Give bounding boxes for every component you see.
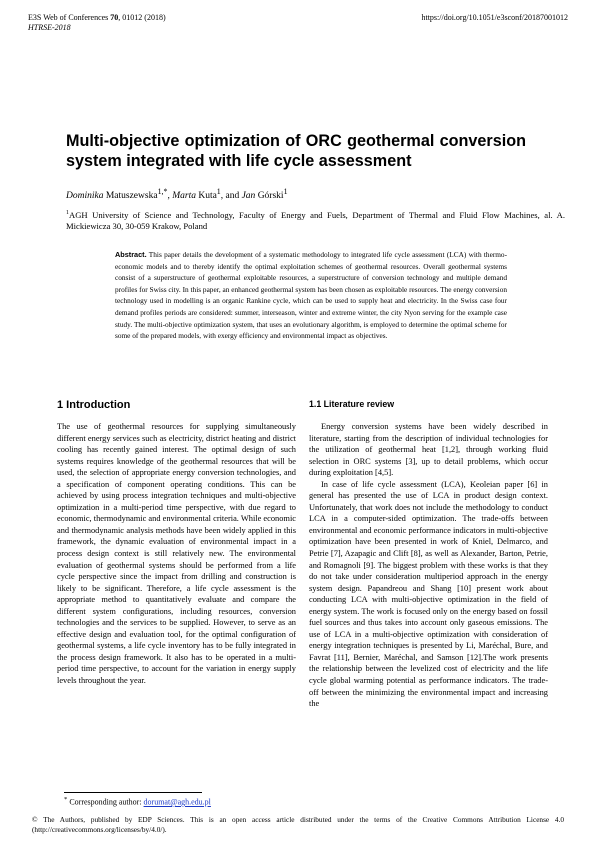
- abstract-label: Abstract.: [115, 250, 147, 259]
- author-list: [66, 186, 526, 202]
- section-heading-introduction: 1 Introduction: [57, 399, 131, 411]
- affiliation: [66, 208, 565, 232]
- conference-name: E3S Web of Conferences: [28, 13, 111, 22]
- footnote-label: Corresponding author:: [67, 797, 144, 807]
- literature-paragraph-1: Energy conversion systems have been widely described in literature, starting from the description of individual technologies for the utilization of geothermal heat [1,2], through working fluid selection in ORC systems [3], up to detail problems, which occur during exploitation [4,5].: [309, 422, 548, 478]
- author-2-first: Marta: [172, 191, 196, 202]
- author-sep-1: ,: [167, 191, 173, 202]
- literature-paragraph-2: In case of life cycle assessment (LCA), Keoleian paper [6] in general has presented the use of LCA in product design context. Unfortunately, that work does not include the methodology to conduct LCA in a computer-sided optimization. The trade-offs between environmental and economic performance indicators in multi-objective optimization have been presented in work of Kniel, Delmarco, and Petrie [7], Azapagic and Clift [8], as well as Alexander, Barton, Petrie, and Romagnoli [9]. The biggest problem with these works is that they do not take under consideration multiperiod approach in the energy system design. Papandreou and Shang [10] present work about conducting LCA with multi-objective optimization in the field of energy system. The work is focused only on the energy based on fossil fuel sources and thus takes into account only gaseous emissions. The use of LCA in a multi-objective optimization with consideration of energy integration techniques is presented by Li, Maréchal, Bure, and Favrat [11], Bernier, Maréchal, and Samson [12].The work presents the relationship between the levelized cost of electricity and the life cycle global warming potential as performance indicators. The trade-off between the minimizing the environmental impact and increasing the: [309, 479, 548, 709]
- doi-link[interactable]: https://doi.org/10.1051/e3sconf/20187001012: [421, 13, 568, 22]
- author-3-last: Górski: [255, 191, 284, 202]
- footnote: [64, 795, 211, 808]
- license-notice: © The Authors, published by EDP Sciences. This is an open access article distributed under the terms of the Creative Commons Attribution License 4.0 (http://creativecommons.org/licenses/by/4.0/).: [32, 815, 564, 834]
- author-3-first: Jan: [241, 191, 256, 202]
- author-2-sup: 1: [216, 187, 221, 196]
- intro-paragraph: The use of geothermal resources for supplying simultaneously different energy services such as electricity, district heating and district cooling has recently gained interest. The optimal design of such systems requires knowledge of the geothermal resources that will be used, the selection of appropriate energy conversion technologies, and a specification of component operating conditions. This can be achieved by using process integration techniques and multi-objective optimization in a multi-period time perspective, with due regard to economic, thermodynamic and environmental criteria. While economic and thermodynamic analysis methods have been widely applied in this framework, the dynamic evaluation of environmental impact in a process design context is still relatively new. The environmental evaluation of geothermal systems should be performed from a life cycle perspective since the impact from drilling and construction is likely to be significant. Therefore, a life cycle assessment is the appropriate method to quantitatively evaluate and compare the different system configurations, including resources, conversion technologies and the services to be supplied. However, to serve as an effective design and evaluation tool, for the optimal configuration of geothermal systems, a life cycle inventory has to be fully integrated in the process design framework. It also has to be operated in a multi-period time perspective, to account for the variation in energy supply levels throughout the year.: [57, 422, 296, 686]
- abstract: [115, 249, 507, 342]
- conference-line: [28, 13, 166, 23]
- right-column: [309, 421, 548, 710]
- author-2-last: Kuta: [195, 191, 217, 202]
- author-sep-2: , and: [220, 191, 242, 202]
- affiliation-text: AGH University of Science and Technology, Faculty of Energy and Fuels, Department of Thermal and Fluid Flow Machines, al. A. Mickiewicza 30, 30-059 Krakow, Poland: [66, 209, 565, 232]
- footnote-mark: *: [64, 796, 68, 803]
- footnote-rule: [64, 792, 202, 793]
- author-1-first: Dominika: [66, 191, 104, 202]
- volume-number: 70: [110, 13, 119, 22]
- affiliation-sup: 1: [66, 210, 69, 216]
- conference-subtitle: HTRSE-2018: [28, 23, 71, 32]
- author-3-sup: 1: [283, 187, 288, 196]
- running-header-left: [28, 13, 166, 33]
- subsection-heading-literature-review: 1.1 Literature review: [309, 399, 395, 409]
- author-1-sup: 1,*: [157, 187, 168, 196]
- issue-info: , 01012 (2018): [118, 13, 166, 22]
- left-column: [57, 421, 296, 687]
- paper-title: Multi-objective optimization of ORC geothermal conversion system integrated with life cycle assessment: [66, 132, 526, 170]
- abstract-text: This paper details the development of a systematic methodology to integrated life cycle assessment (LCA) with thermo-economic models and to thereby identify the optimal exploitation schemes of geothermal resources. Overall geothermal systems consist of a superstructure of geothermal exploitable resources, a superstructure of conversion technology and multiple demand profiles for Swiss city. In this paper, an enhanced geothermal system has been chosen as exploitable resources. The energy conversion technology used in modelling is an organic Rankine cycle, which can be used to supply heat and electricity. In the Swiss case four demand profiles periods are considered: summer, interseason, winter and extreme winter, the city Nyon serving for the example case study. The multi-objective optimization system, that uses an evolutionary algorithm, is employed to determine the optimal scheme for some of the prepared models, with exergy efficiency and environmental impact as objectives.: [115, 250, 507, 341]
- corresponding-email-link[interactable]: dorumat@agh.edu.pl: [143, 797, 211, 807]
- author-1-last: Matuszewska: [103, 191, 158, 202]
